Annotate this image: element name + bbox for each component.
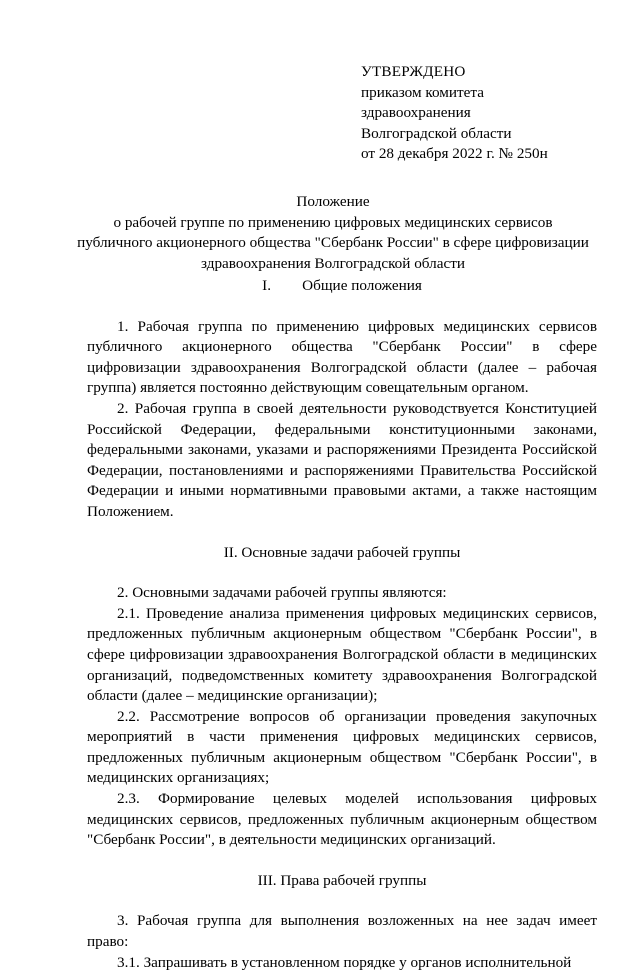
section-heading-3: III. Права рабочей группы	[257, 871, 427, 889]
paragraph: 2. Рабочая группа в своей деятельности руководствуется Конституцией Российской Федерации, федеральными конституционными законами, федеральными законами, указами и распоряжениями Президента Российской Федерации, постановлениями и распоряжениями Правительства Российской Федерации и иными нормативными правовыми актами, а также настоящим Положением.	[87, 399, 597, 520]
approval-title: УТВЕРЖДЕНО	[361, 63, 466, 80]
paragraph: 2.2. Рассмотрение вопросов об организации проведения закупочных мероприятий в части применения цифровых медицинских сервисов, предложенных публичным акционерным обществом "Сбербанк России", в медицинских организациях;	[87, 707, 597, 787]
approval-line: здравоохранения	[361, 104, 471, 122]
document-title-line: о рабочей группе по применению цифровых медицинских сервисов	[113, 213, 553, 231]
document-body	[87, 276, 597, 973]
section-heading-2: II. Основные задачи рабочей группы	[223, 543, 461, 561]
approval-line: Волгоградской области	[361, 124, 512, 142]
paragraph: 3.1. Запрашивать в установленном порядке у органов исполнительной	[117, 953, 572, 971]
document-title-line: Положение	[296, 193, 370, 210]
section-number: I.	[262, 277, 272, 294]
approval-line: приказом комитета	[361, 83, 484, 101]
paragraph: 2. Основными задачами рабочей группы являются:	[117, 584, 447, 602]
approval-block	[361, 62, 611, 165]
paragraph: 2.1. Проведение анализа применения цифровых медицинских сервисов, предложенных публичным акционерным обществом "Сбербанк России", в сфере цифровизации здравоохранения Волгоградской области в медицинских организаций, подведомственных комитету здравоохранения Волгоградской области (далее – медицинские организации);	[87, 604, 597, 705]
paragraph: 2.3. Формирование целевых моделей использования цифровых медицинских сервисов, предложенных публичным акционерным обществом "Сбербанк России", в деятельности медицинских организаций.	[87, 790, 597, 849]
approval-date-line: от 28 декабря 2022 г. № 250н	[361, 145, 548, 163]
paragraph: 1. Рабочая группа по применению цифровых медицинских сервисов публичного акционерного общества "Сбербанк России" в сфере цифровизации здравоохранения Волгоградской области (далее – рабочая группа) является постоянно действующим совещательным органом.	[87, 317, 597, 397]
document-title	[70, 192, 596, 274]
document-title-line: здравоохранения Волгоградской области	[201, 254, 465, 272]
section-heading-1	[87, 276, 597, 297]
document-title-line: публичного акционерного общества "Сбербанк России" в сфере цифровизации	[77, 234, 589, 252]
paragraph: 3. Рабочая группа для выполнения возложенных на нее задач имеет право:	[87, 912, 597, 951]
section-title: Общие положения	[302, 277, 422, 294]
